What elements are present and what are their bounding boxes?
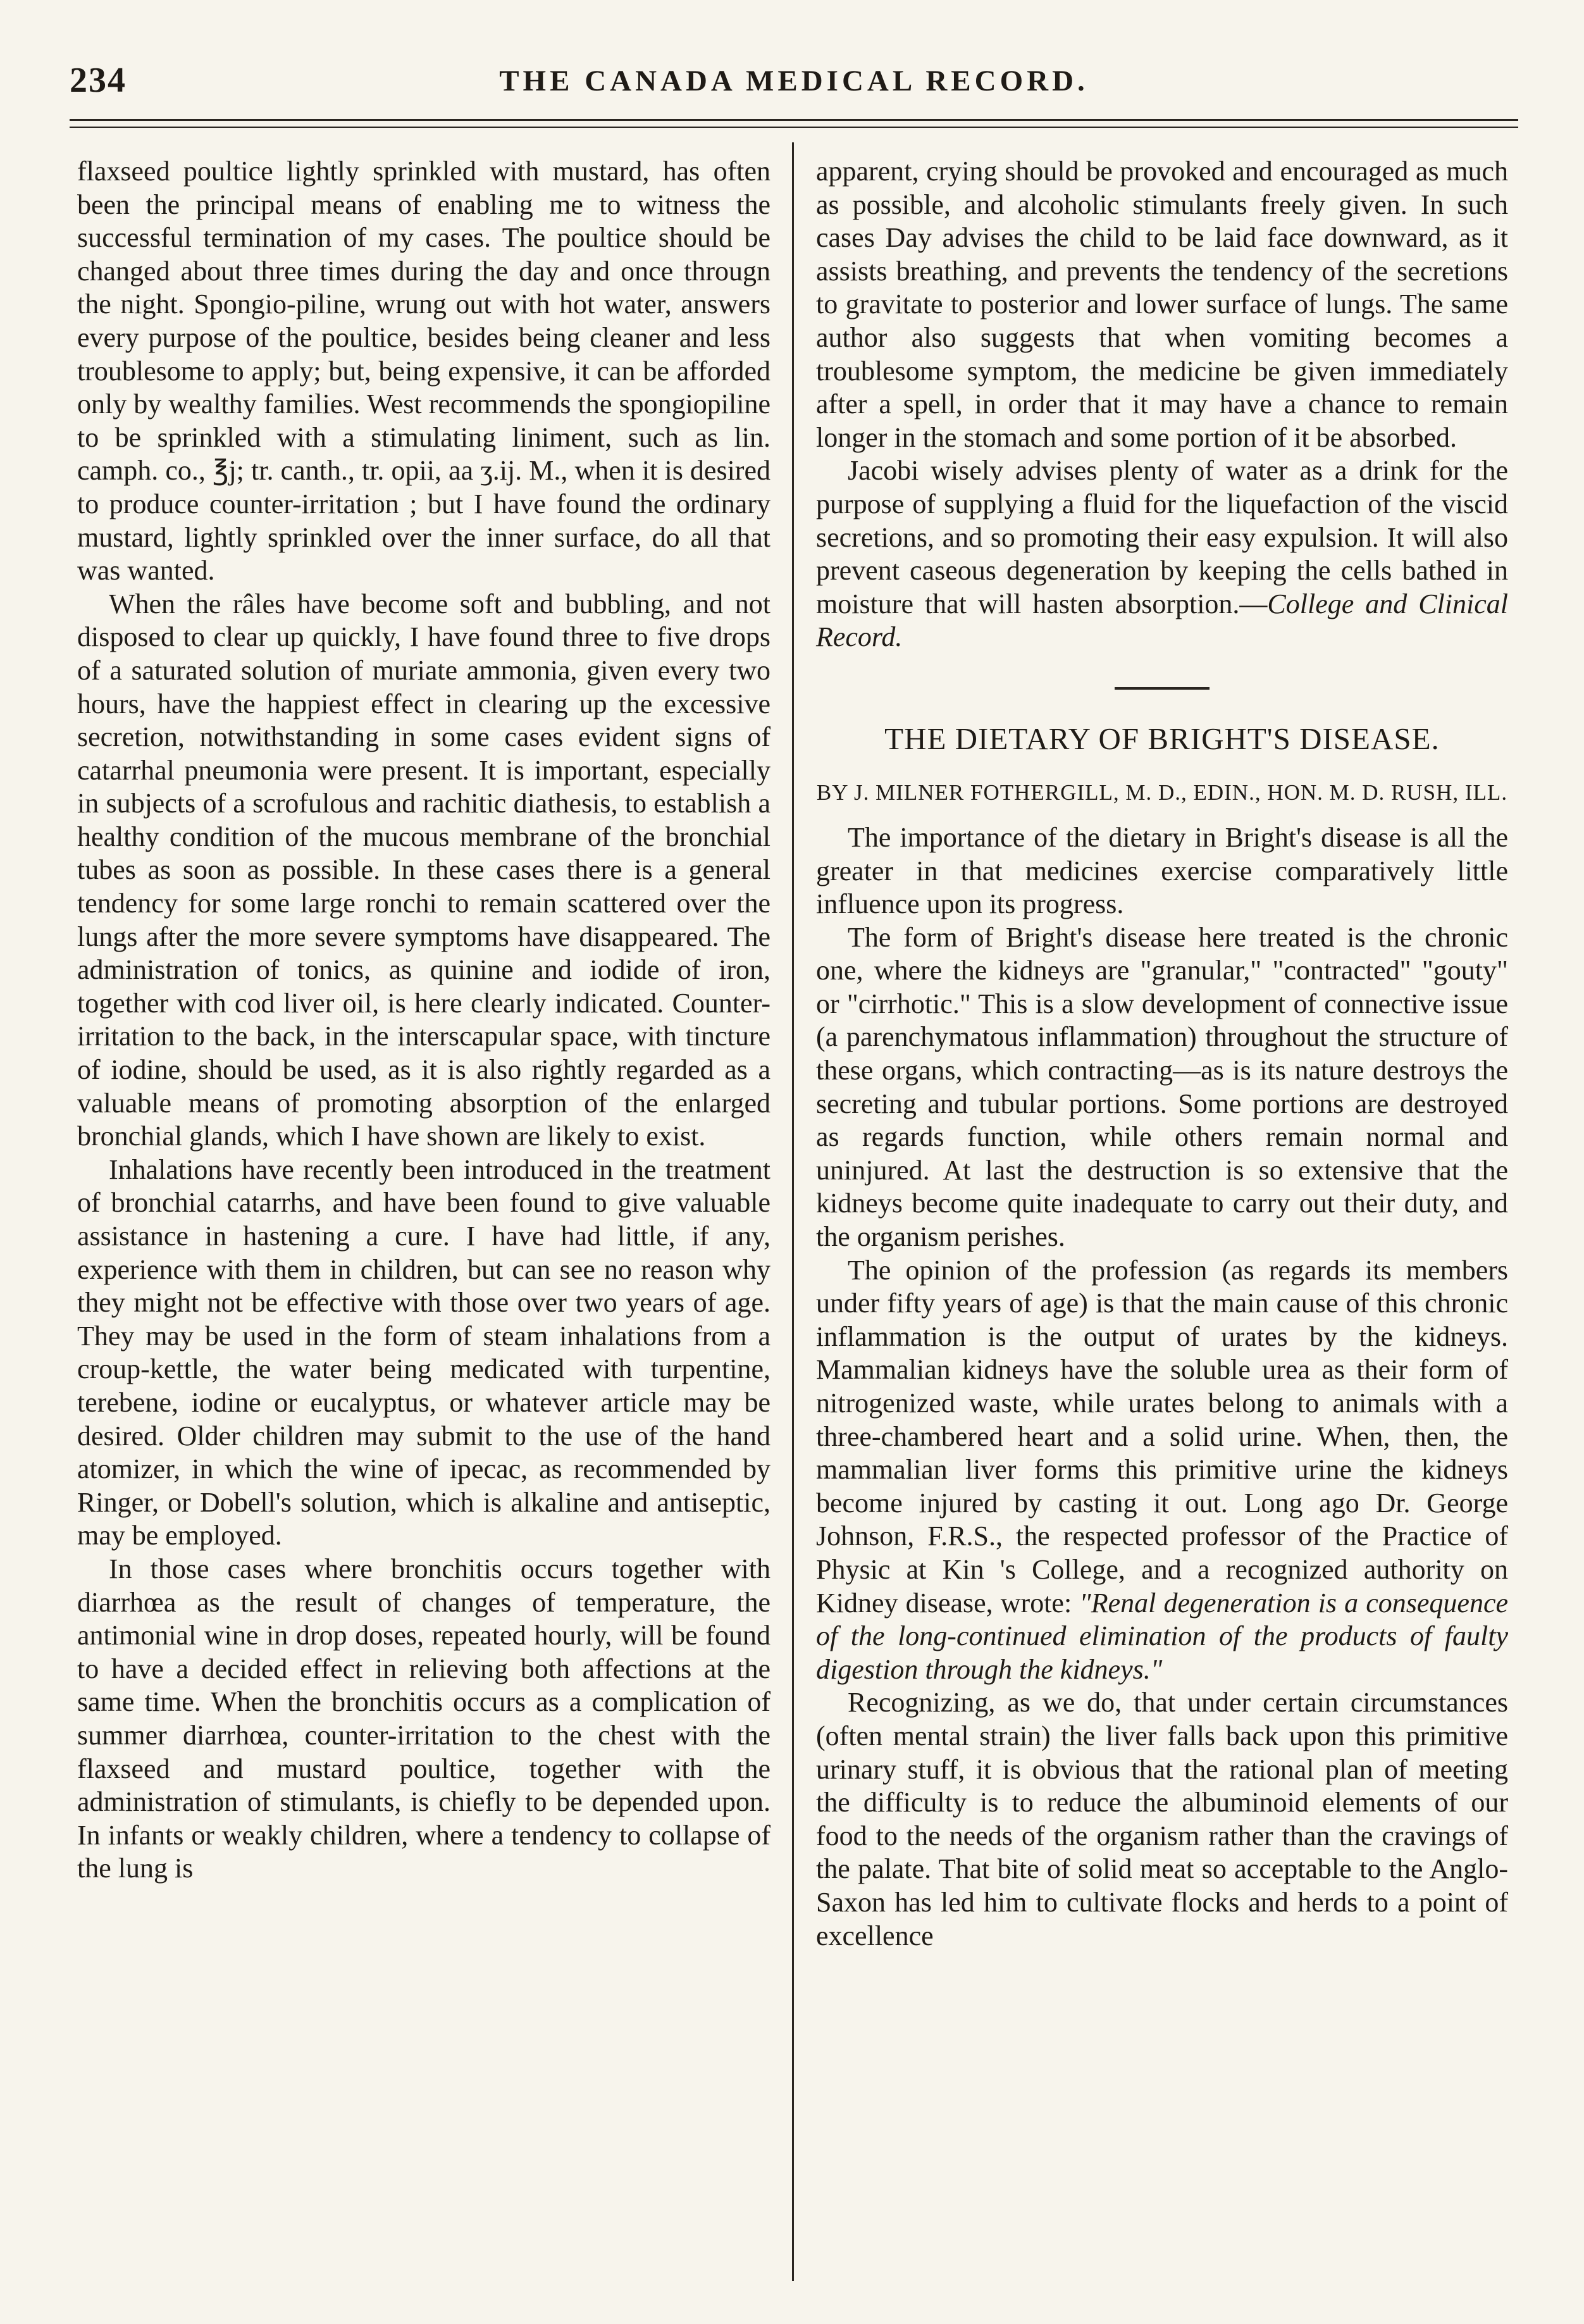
paragraph: Inhalations have recently been introduced in the treatment of bronchial catarrhs, and have been found to give valuable assistance in hastening a cure. I have had little, if any, experience with them in children, but can see no reason why they might not be effective with those over two years of age. They may be used in the form of steam inhalations from a croup-kettle, the water being medicated with turpentine, terebene, iodine or eucalyptus, or whatever article may be desired. Older children may submit to the use of the hand atomizer, in which the wine of ipecac, as recommended by Ringer, or Dobell's solution, which is alkaline and antiseptic, may be employed. [77, 1153, 770, 1551]
source-credit: College and Clinical Record. [816, 588, 1508, 653]
paragraph [816, 1254, 1508, 1687]
section-divider [1115, 687, 1210, 690]
journal-title: THE CANADA MEDICAL RECORD. [499, 65, 1089, 97]
left-column [77, 155, 770, 2281]
jacobi-text: Jacobi wisely advises plenty of water as a drink for the purpose of supplying a fluid for the liquefaction of the viscid secretions, and so promoting their easy expulsion. It will also prevent caseous degeneration by keeping the cells bathed in moisture that will hasten absorption.— [816, 455, 1508, 619]
paragraph: flaxseed poultice lightly sprinkled with mustard, has often been the principal means of enabling me to witness the successful termination of my cases. The poultice should be changed about three times during the day and once througn the night. Spongio-piline, wrung out with hot water, answers every purpose of the poultice, besides being cleaner and less troublesome to apply; but, being expensive, it can be afforded only by wealthy families. West recommends the spongiopiline to be sprinkled with a stimulating liniment, such as lin. camph. co., ℥j; tr. canth., tr. opii, aa ʒ.ij. M., when it is desired to produce counter-irritation ; but I have found the ordinary mustard, lightly sprinkled over the inner surface, do all that was wanted. [77, 156, 770, 587]
johnson-text: The opinion of the profession (as regards its members under fifty years of age) is that the main cause of this chronic inflammation is the output of urates by the kidneys. Mammalian kidneys have the soluble urea as their form of nitrogenized waste, while urates belong to animals with a three-chambered heart and a solid urine. When, then, the mammalian liver forms this primitive urine the kidneys become injured by casting it out. Long ago Dr. George Johnson, F.R.S., the respected professor of the Practice of Physic at Kin 's College, and a recognized authority on Kidney disease, wrote: [816, 1254, 1508, 1619]
page-header [70, 60, 1518, 104]
column-divider [792, 142, 794, 2281]
paragraph: The importance of the dietary in Bright's disease is all the greater in that medicines exercise comparatively little influence upon its progress. [816, 821, 1508, 920]
article-byline: BY J. MILNER FOTHERGILL, M. D., EDIN., HON. M. D. RUSH, ILL. [816, 780, 1508, 805]
paragraph: In those cases where bronchitis occurs together with diarrhœa as the result of changes of temperature, the antimonial wine in drop doses, repeated hourly, will be found to have a decided effect in relieving both affections at the same time. When the bronchitis occurs as a complication of summer diarrhœa, counter-irritation to the chest with the flaxseed and mustard poultice, together with the administration of stimulants, is chiefly to be depended upon. In infants or weakly children, where a tendency to collapse of the lung is [77, 1553, 770, 1884]
paragraph: Recognizing, as we do, that under certain circumstances (often mental strain) the liver falls back upon this primitive urinary stuff, it is obvious that the rational plan of meeting the difficulty is to reduce the albuminoid elements of our food to the needs of the organism rather than the cravings of the palate. That bite of solid meat so acceptable to the Anglo-Saxon has led him to cultivate flocks and herds to a point of excellence [816, 1687, 1508, 1951]
header-rule-bottom [70, 127, 1518, 128]
header-rule-top [70, 119, 1518, 121]
right-column [816, 155, 1508, 2281]
page-number: 234 [70, 61, 127, 100]
paragraph: The form of Bright's disease here treated is the chronic one, where the kidneys are "granular," "contracted" "gouty" or "cirrhotic." This is a slow development of connective issue (a parenchymatous inflammation) throughout the structure of these organs, which contracting—as is its nature destroys the secreting and tubular portions. Some portions are destroyed as regards function, while others remain normal and uninjured. At last the destruction is so extensive that the kidneys become quite inadequate to carry out their duty, and the organism perishes. [816, 921, 1508, 1253]
paragraph: When the râles have become soft and bubbling, and not disposed to clear up quickly, I have found three to five drops of a saturated solution of muriate ammonia, given every two hours, have the happiest effect in clearing up the excessive secretion, notwithstanding in some cases evident signs of catarrhal pneumonia were present. It is important, especially in subjects of a scrofulous and rachitic diathesis, to establish a healthy condition of the mucous membrane of the bronchial tubes as soon as possible. In these cases there is a general tendency for some large ronchi to remain scattered over the lungs after the more severe symptoms have disappeared. The administration of tonics, as quinine and iodide of iron, together with cod liver oil, is here clearly indicated. Counter-irritation to the back, in the interscapular space, with tincture of iodine, should be used, as it is also rightly regarded as a valuable means of promoting absorption of the enlarged bronchial glands, which I have shown are likely to exist. [77, 588, 770, 1152]
paragraph: apparent, crying should be provoked and encouraged as much as possible, and alcoholic stimulants freely given. In such cases Day advises the child to be laid face downward, as it assists breathing, and prevents the tendency of the secretions to gravitate to posterior and lower surface of lungs. The same author also suggests that when vomiting becomes a troublesome symptom, the medicine be given immediately after a spell, in order that it may have a chance to remain longer in the stomach and some portion of it be absorbed. [816, 156, 1508, 453]
johnson-quote: "Renal degeneration is a consequence of the long-continued elimination of the products of faulty digestion through the kidneys." [816, 1587, 1508, 1685]
article-title: THE DIETARY OF BRIGHT'S DISEASE. [884, 721, 1440, 756]
paragraph [816, 454, 1508, 654]
